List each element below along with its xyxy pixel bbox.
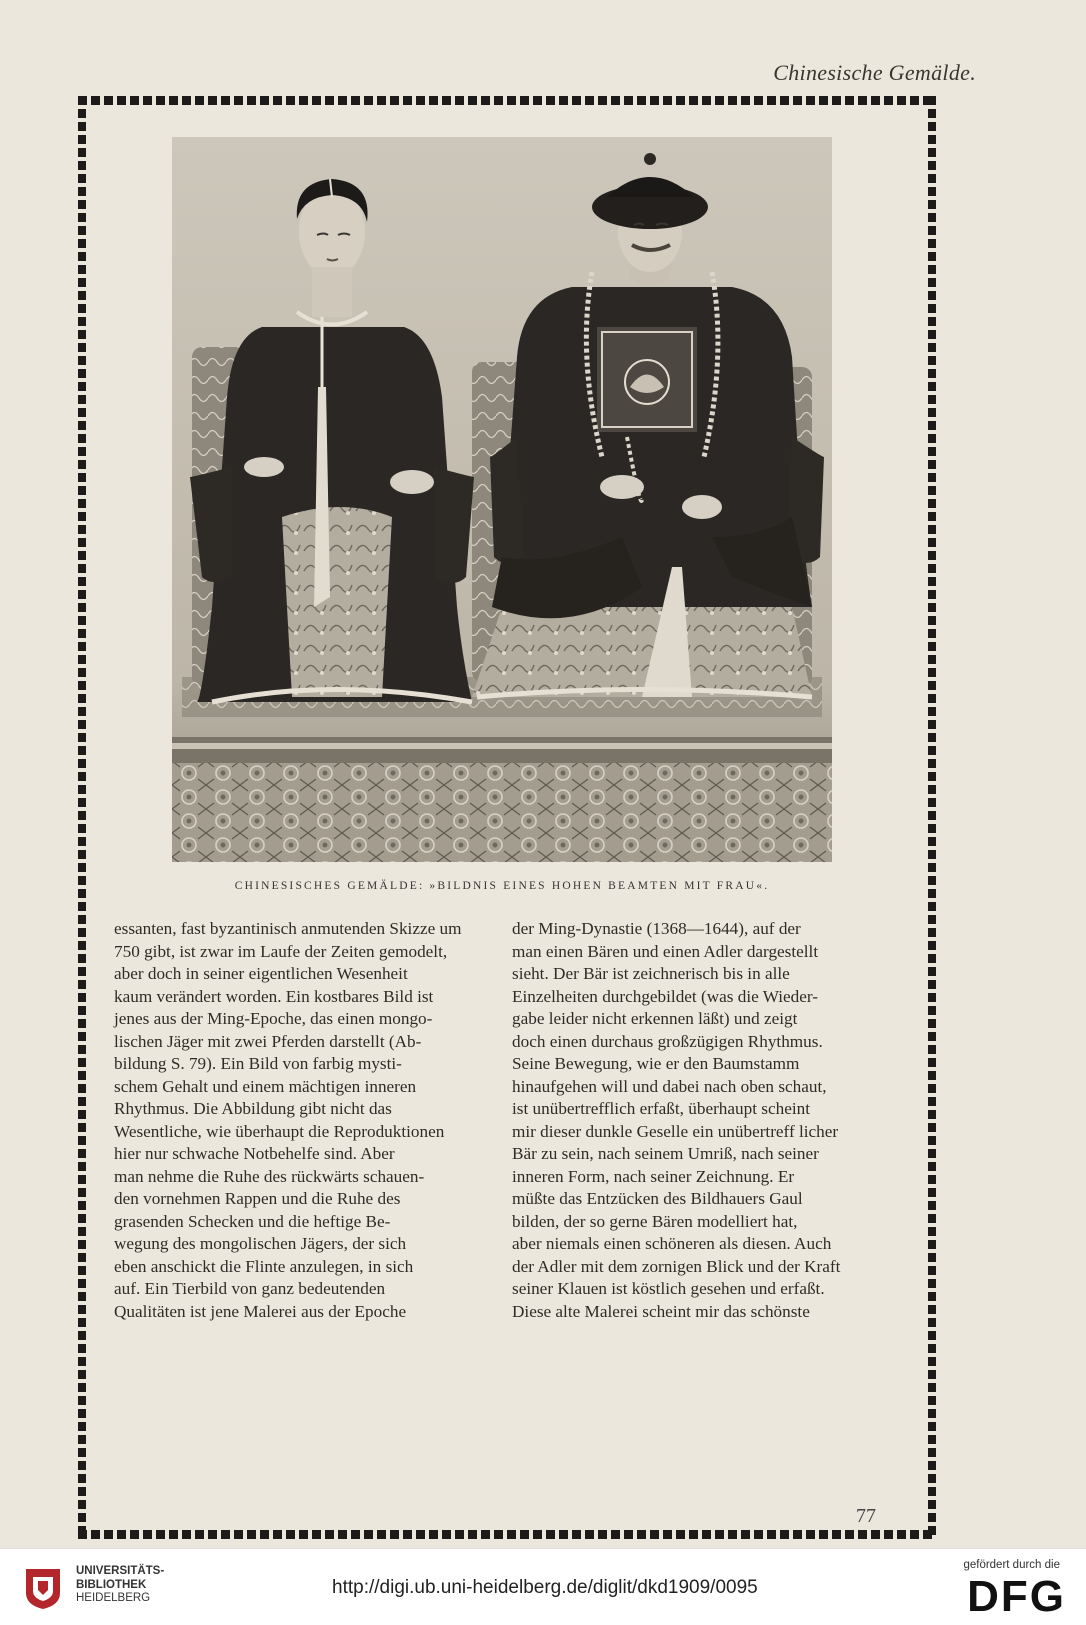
text-line: Einzelheiten durchgebildet (was die Wieder- — [512, 986, 818, 1006]
text-column-right — [512, 918, 904, 1323]
text-line: Bär zu sein, nach seinem Umriß, nach seiner — [512, 1144, 819, 1163]
page-number: 77 — [856, 1505, 876, 1527]
text-line: inneren Form, nach seiner Zeichnung. Er — [512, 1166, 795, 1186]
text-line: wegung des mongolischen Jägers, der sich — [114, 1234, 407, 1253]
text-line: hinaufgehen will und dabei nach oben schaut, — [512, 1076, 827, 1096]
running-title: Chinesische Gemälde. — [773, 60, 976, 85]
library-line-1: UNIVERSITÄTS- — [76, 1565, 165, 1577]
text-column-left — [114, 918, 506, 1323]
text-line: mir dieser dunkle Geselle ein unübertreff licher — [512, 1121, 839, 1141]
text-line: doch einen durchaus großzügigen Rhythmus. — [512, 1031, 823, 1051]
text-line: Seine Bewegung, wie er den Baumstamm — [512, 1054, 800, 1073]
border-bottom — [78, 1530, 936, 1539]
figure-caption: CHINESISCHES GEMÄLDE: »BILDNIS EINES HOHEN BEAMTEN MIT FRAU«. — [234, 880, 770, 892]
text-line: Rhythmus. Die Abbildung gibt nicht das — [114, 1099, 392, 1118]
text-line: kaum verändert worden. Ein kostbares Bild ist — [114, 986, 434, 1006]
text-line: essanten, fast byzantinisch anmutenden Skizze um — [114, 919, 462, 938]
text-line: Qualitäten ist jene Malerei aus der Epoche — [114, 1301, 407, 1321]
text-line: ist unübertrefflich erfaßt, überhaupt scheint — [512, 1099, 810, 1118]
funded-by-label: gefördert durch die — [963, 1559, 1060, 1571]
text-line: Wesentliche, wie überhaupt die Reproduktionen — [114, 1121, 445, 1141]
portrait-painting-image — [172, 137, 832, 862]
text-line: man einen Bären und einen Adler dargestellt — [512, 941, 819, 961]
text-line: der Adler mit dem zornigen Blick und der Kraft — [512, 1256, 841, 1276]
border-left — [78, 96, 86, 1539]
university-seal-icon[interactable] — [22, 1565, 64, 1611]
text-line: eben anschickt die Flinte anzulegen, in sich — [114, 1256, 414, 1276]
text-line: der Ming-Dynastie (1368—1644), auf der — [512, 919, 801, 938]
text-line: bilden, der so gerne Bären modelliert hat, — [512, 1211, 798, 1231]
text-line: schem Gehalt und einem mächtigen inneren — [114, 1076, 417, 1096]
text-line: lischen Jäger mit zwei Pferden darstellt (Ab- — [114, 1031, 422, 1051]
text-line: den vornehmen Rappen und die Ruhe des — [114, 1189, 401, 1208]
text-line: jenes aus der Ming-Epoche, das einen mongo- — [114, 1009, 433, 1028]
text-line: Diese alte Malerei scheint mir das schönste — [512, 1301, 810, 1321]
border-top — [78, 96, 936, 105]
text-line: seiner Klauen ist köstlich gesehen und erfaßt. — [512, 1279, 825, 1298]
text-line: aber doch in seiner eigentlichen Wesenheit — [114, 964, 408, 983]
text-line: 750 gibt, ist zwar im Laufe der Zeiten gemodelt, — [114, 941, 448, 961]
text-line: müßte das Entzücken des Bildhauers Gaul — [512, 1189, 803, 1208]
text-line: man nehme die Ruhe des rückwärts schauen- — [114, 1166, 425, 1186]
text-line: grasenden Schecken und die heftige Be- — [114, 1211, 391, 1231]
library-name[interactable] — [76, 1565, 164, 1606]
permalink-url[interactable]: http://digi.ub.uni-heidelberg.de/diglit/dkd1909/0095 — [332, 1577, 758, 1598]
footer-bar — [0, 1548, 1086, 1625]
text-line: bildung S. 79). Ein Bild von farbig mysti- — [114, 1054, 402, 1073]
text-line: sieht. Der Bär ist zeichnerisch bis in alle — [512, 964, 790, 983]
text-line: aber niemals einen schöneren als diesen. Auch — [512, 1234, 832, 1253]
library-line-2: BIBLIOTHEK — [76, 1578, 147, 1591]
library-line-3: HEIDELBERG — [76, 1592, 151, 1604]
text-line: gabe leider nicht erkennen läßt) und zeigt — [512, 1009, 798, 1028]
border-right — [928, 96, 936, 1539]
text-line: hier nur schwache Notbehelfe sind. Aber — [114, 1144, 395, 1163]
text-line: auf. Ein Tierbild von ganz bedeutenden — [114, 1279, 386, 1298]
dfg-logo[interactable]: DFG — [967, 1572, 1066, 1621]
